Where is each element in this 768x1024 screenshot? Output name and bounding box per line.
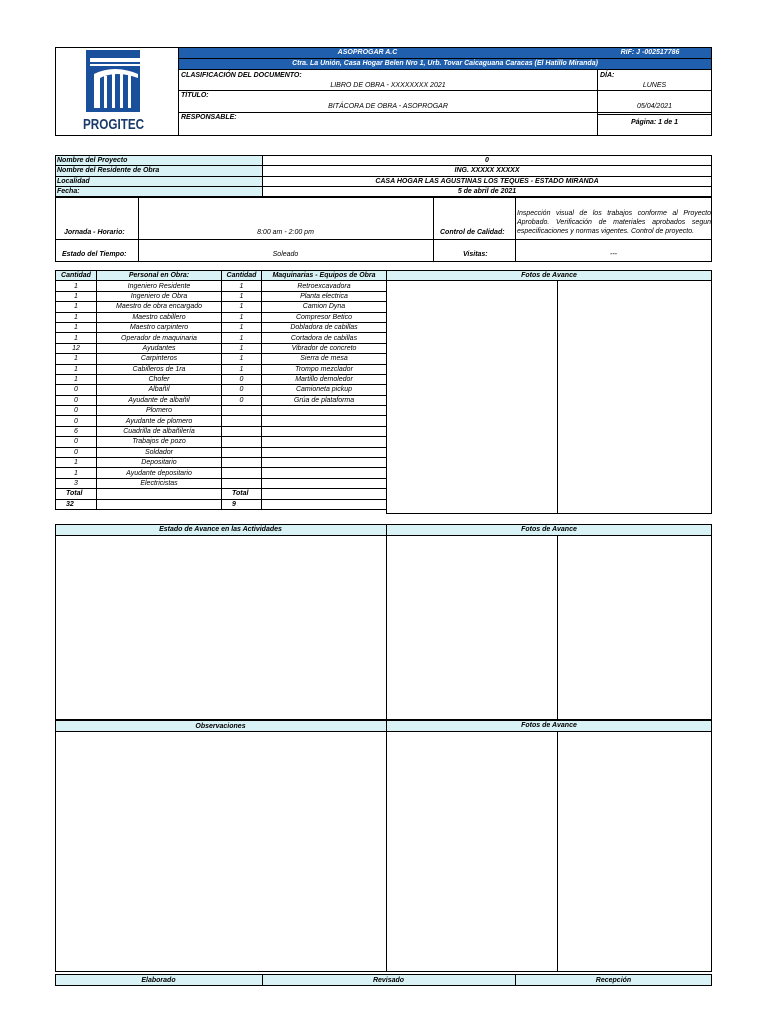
personal-count: 6 [56,426,97,436]
personal-count: 1 [56,374,97,384]
progitec-logo [80,50,146,134]
machine-count [222,468,262,478]
machine-count [222,458,262,468]
personal-count: 1 [56,312,97,322]
rule [179,58,712,59]
personal-count: 1 [56,468,97,478]
rule [179,69,712,70]
rule [179,112,712,113]
table-row [56,374,387,384]
resources-header-row [56,271,387,281]
rule [386,280,712,281]
avance-header: Estado de Avance en las Actividades [159,526,282,533]
machine-name: Camion Dyna [262,302,387,312]
personal-count: 1 [56,281,97,291]
table-row [56,426,387,436]
personal-role: Ayudantes [97,343,222,353]
machine-count: 1 [222,364,262,374]
machine-count: 1 [222,302,262,312]
residente-label: Nombre del Residente de Obra [57,167,160,174]
fotos-avance-header-1: Fotos de Avance [521,272,577,279]
observaciones-header: Observaciones [195,723,246,730]
recepcion-label: Recepción [595,977,632,984]
machine-count: 1 [222,343,262,353]
personal-count: 1 [56,322,97,332]
machine-count: 1 [222,354,262,364]
personal-role: Ayudante de plomero [97,416,222,426]
machine-count: 1 [222,312,262,322]
machine-name: Planta electrica [262,291,387,301]
rule [597,114,712,115]
table-row [56,312,387,322]
machine-name: Vibrador de concreto [262,343,387,353]
table-row [56,291,387,301]
dia-label: DÍA: [600,72,615,79]
visitas-label: Visitas: [463,251,488,258]
machine-count: 1 [222,333,262,343]
machine-count: 0 [222,374,262,384]
jornada-value: 8:00 am - 2:00 pm [257,229,314,236]
empty-cell [262,489,387,499]
clasificacion-label: CLASIFICACIÓN DEL DOCUMENTO: [181,72,302,79]
total-maquinas-value: 9 [222,499,262,509]
machine-count [222,426,262,436]
control-label: Control de Calidad: [440,229,505,236]
machine-name [262,458,387,468]
machine-name: Grúa de plataforma [262,395,387,405]
rule [55,535,712,536]
machine-name: Cortadora de cabillas [262,333,387,343]
total-value-row [56,499,387,509]
personal-role: Soldador [97,447,222,457]
tiempo-label: Estado del Tiempo: [62,251,127,258]
machine-name [262,437,387,447]
machine-name [262,406,387,416]
table-row [56,395,387,405]
rule [55,239,712,240]
maquinarias-header: Maquinarias - Equipos de Obra [262,271,387,281]
personal-role: Ingeniero Residente [97,281,222,291]
personal-role: Plomero [97,406,222,416]
machine-name: Martillo demoledor [262,374,387,384]
total-personal-value: 32 [56,499,97,509]
machine-count [222,437,262,447]
nombre-proyecto-label: Nombre del Proyecto [57,157,128,164]
personal-role: Ayudante depositario [97,468,222,478]
jornada-label: Jornada - Horario: [64,229,125,236]
empty-cell [262,499,387,509]
localidad-label: Localidad [57,178,90,185]
personal-count: 0 [56,416,97,426]
table-row [56,406,387,416]
personal-role: Cuadrilla de albañilería [97,426,222,436]
visitas-value: --- [610,251,617,258]
empty-cell [97,489,222,499]
bridge-icon [80,50,146,116]
fotos-avance-frame-1 [386,270,712,514]
personal-role: Ingeniero de Obra [97,291,222,301]
machine-name: Sierra de mesa [262,354,387,364]
fotos-avance-header-2: Fotos de Avance [521,526,577,533]
company-name: ASOPROGAR A.C [335,48,400,57]
personal-role: Ayudante de albañil [97,395,222,405]
fotos-avance-header-3: Fotos de Avance [521,722,577,729]
personal-role: Maestro cabillero [97,312,222,322]
control-value: Inspección visual de los trabajos conforme al Proyecto Aprobado. Verificación de materiales aprobados segun especificaciones y normas vigentes. Control de proyecto. [517,210,711,235]
table-row [56,478,387,488]
personal-role: Maestro carpintero [97,322,222,332]
rule [55,731,712,732]
localidad-value: CASA HOGAR LAS AGUSTINAS LOS TEQUES - ESTADO MIRANDA [375,178,599,185]
cantidad-header: Cantidad [56,271,97,281]
rule [386,720,387,972]
personal-role: Electricistas [97,478,222,488]
machine-count: 1 [222,291,262,301]
personal-role: Chofer [97,374,222,384]
personal-count: 0 [56,437,97,447]
machine-count: 0 [222,385,262,395]
titulo-label: TÍTULO: [181,92,209,99]
machine-name [262,416,387,426]
table-row [56,468,387,478]
machine-count [222,447,262,457]
rule [557,280,558,514]
personal-count: 1 [56,302,97,312]
machine-count [222,416,262,426]
clasificacion-value: LIBRO DE OBRA - XXXXXXXX 2021 [330,82,446,89]
machine-name [262,478,387,488]
personal-count: 0 [56,395,97,405]
table-row [56,322,387,332]
rule [557,535,558,720]
tiempo-value: Soleado [272,251,299,258]
personal-role: Albañil [97,385,222,395]
observaciones-frame [55,720,712,972]
machine-name: Dobladora de cabillas [262,322,387,332]
machine-count [222,406,262,416]
rule [386,524,387,720]
address-bar: Ctra. La Unión, Casa Hogar Belen Nro 1, Urb. Tovar Caicaguana Caracas (El Hatillo Miranda) [179,59,711,69]
table-row [56,333,387,343]
residente-value: ING. XXXXX XXXXX [454,167,520,174]
table-row [56,343,387,353]
machine-name: Trompo mezclador [262,364,387,374]
personal-role: Carpinteros [97,354,222,364]
table-row [56,416,387,426]
personal-count: 12 [56,343,97,353]
personal-header: Personal en Obra: [97,271,222,281]
rule [179,90,712,91]
personal-count: 0 [56,447,97,457]
responsable-label: RESPONSABLE: [181,114,237,121]
elaborado-label: Elaborado [141,977,176,984]
personal-role: Operador de maquinaria [97,333,222,343]
personal-count: 0 [56,406,97,416]
table-row [56,385,387,395]
resources-table [55,270,387,510]
personal-role: Maestro de obra encargado [97,302,222,312]
nombre-proyecto-value: 0 [485,157,489,164]
personal-role: Trabajos de pozo [97,437,222,447]
total-maquinas-label: Total [222,489,262,499]
personal-count: 3 [56,478,97,488]
machine-name [262,468,387,478]
personal-count: 1 [56,458,97,468]
table-row [56,458,387,468]
titulo-value: BITÁCORA DE OBRA - ASOPROGAR [328,103,448,110]
rule [433,197,434,262]
cantidad-maquinas-header: Cantidad [222,271,262,281]
machine-count: 1 [222,281,262,291]
fecha-header-value: 05/04/2021 [636,103,673,110]
dia-value: LUNES [642,82,667,89]
logo-text: PROGITEC [83,116,145,133]
machine-count: 0 [222,395,262,405]
table-row [56,437,387,447]
table-row [56,364,387,374]
empty-cell [97,499,222,509]
avance-frame [55,524,712,720]
machine-name [262,447,387,457]
personal-count: 0 [56,385,97,395]
fecha-value: 5 de abril de 2021 [457,188,517,195]
total-personal-label: Total [56,489,97,499]
machine-name: Retroexcavadora [262,281,387,291]
revisado-label: Revisado [372,977,405,984]
machine-name: Camioneta pickup [262,385,387,395]
personal-count: 1 [56,364,97,374]
personal-count: 1 [56,354,97,364]
personal-count: 1 [56,333,97,343]
machine-count: 1 [222,322,262,332]
rif-number: RIF: J -002517786 [600,48,700,57]
personal-role: Cabilleros de 1ra [97,364,222,374]
machine-count [222,478,262,488]
total-label-row [56,489,387,499]
table-row [56,302,387,312]
page-number: Página: 1 de 1 [630,119,679,126]
personal-count: 1 [56,291,97,301]
table-row [56,354,387,364]
table-row [56,281,387,291]
machine-name: Compresor Betico [262,312,387,322]
machine-name [262,426,387,436]
personal-role: Depositario [97,458,222,468]
fecha-label: Fecha: [57,188,80,195]
table-row [56,447,387,457]
rule [557,731,558,972]
